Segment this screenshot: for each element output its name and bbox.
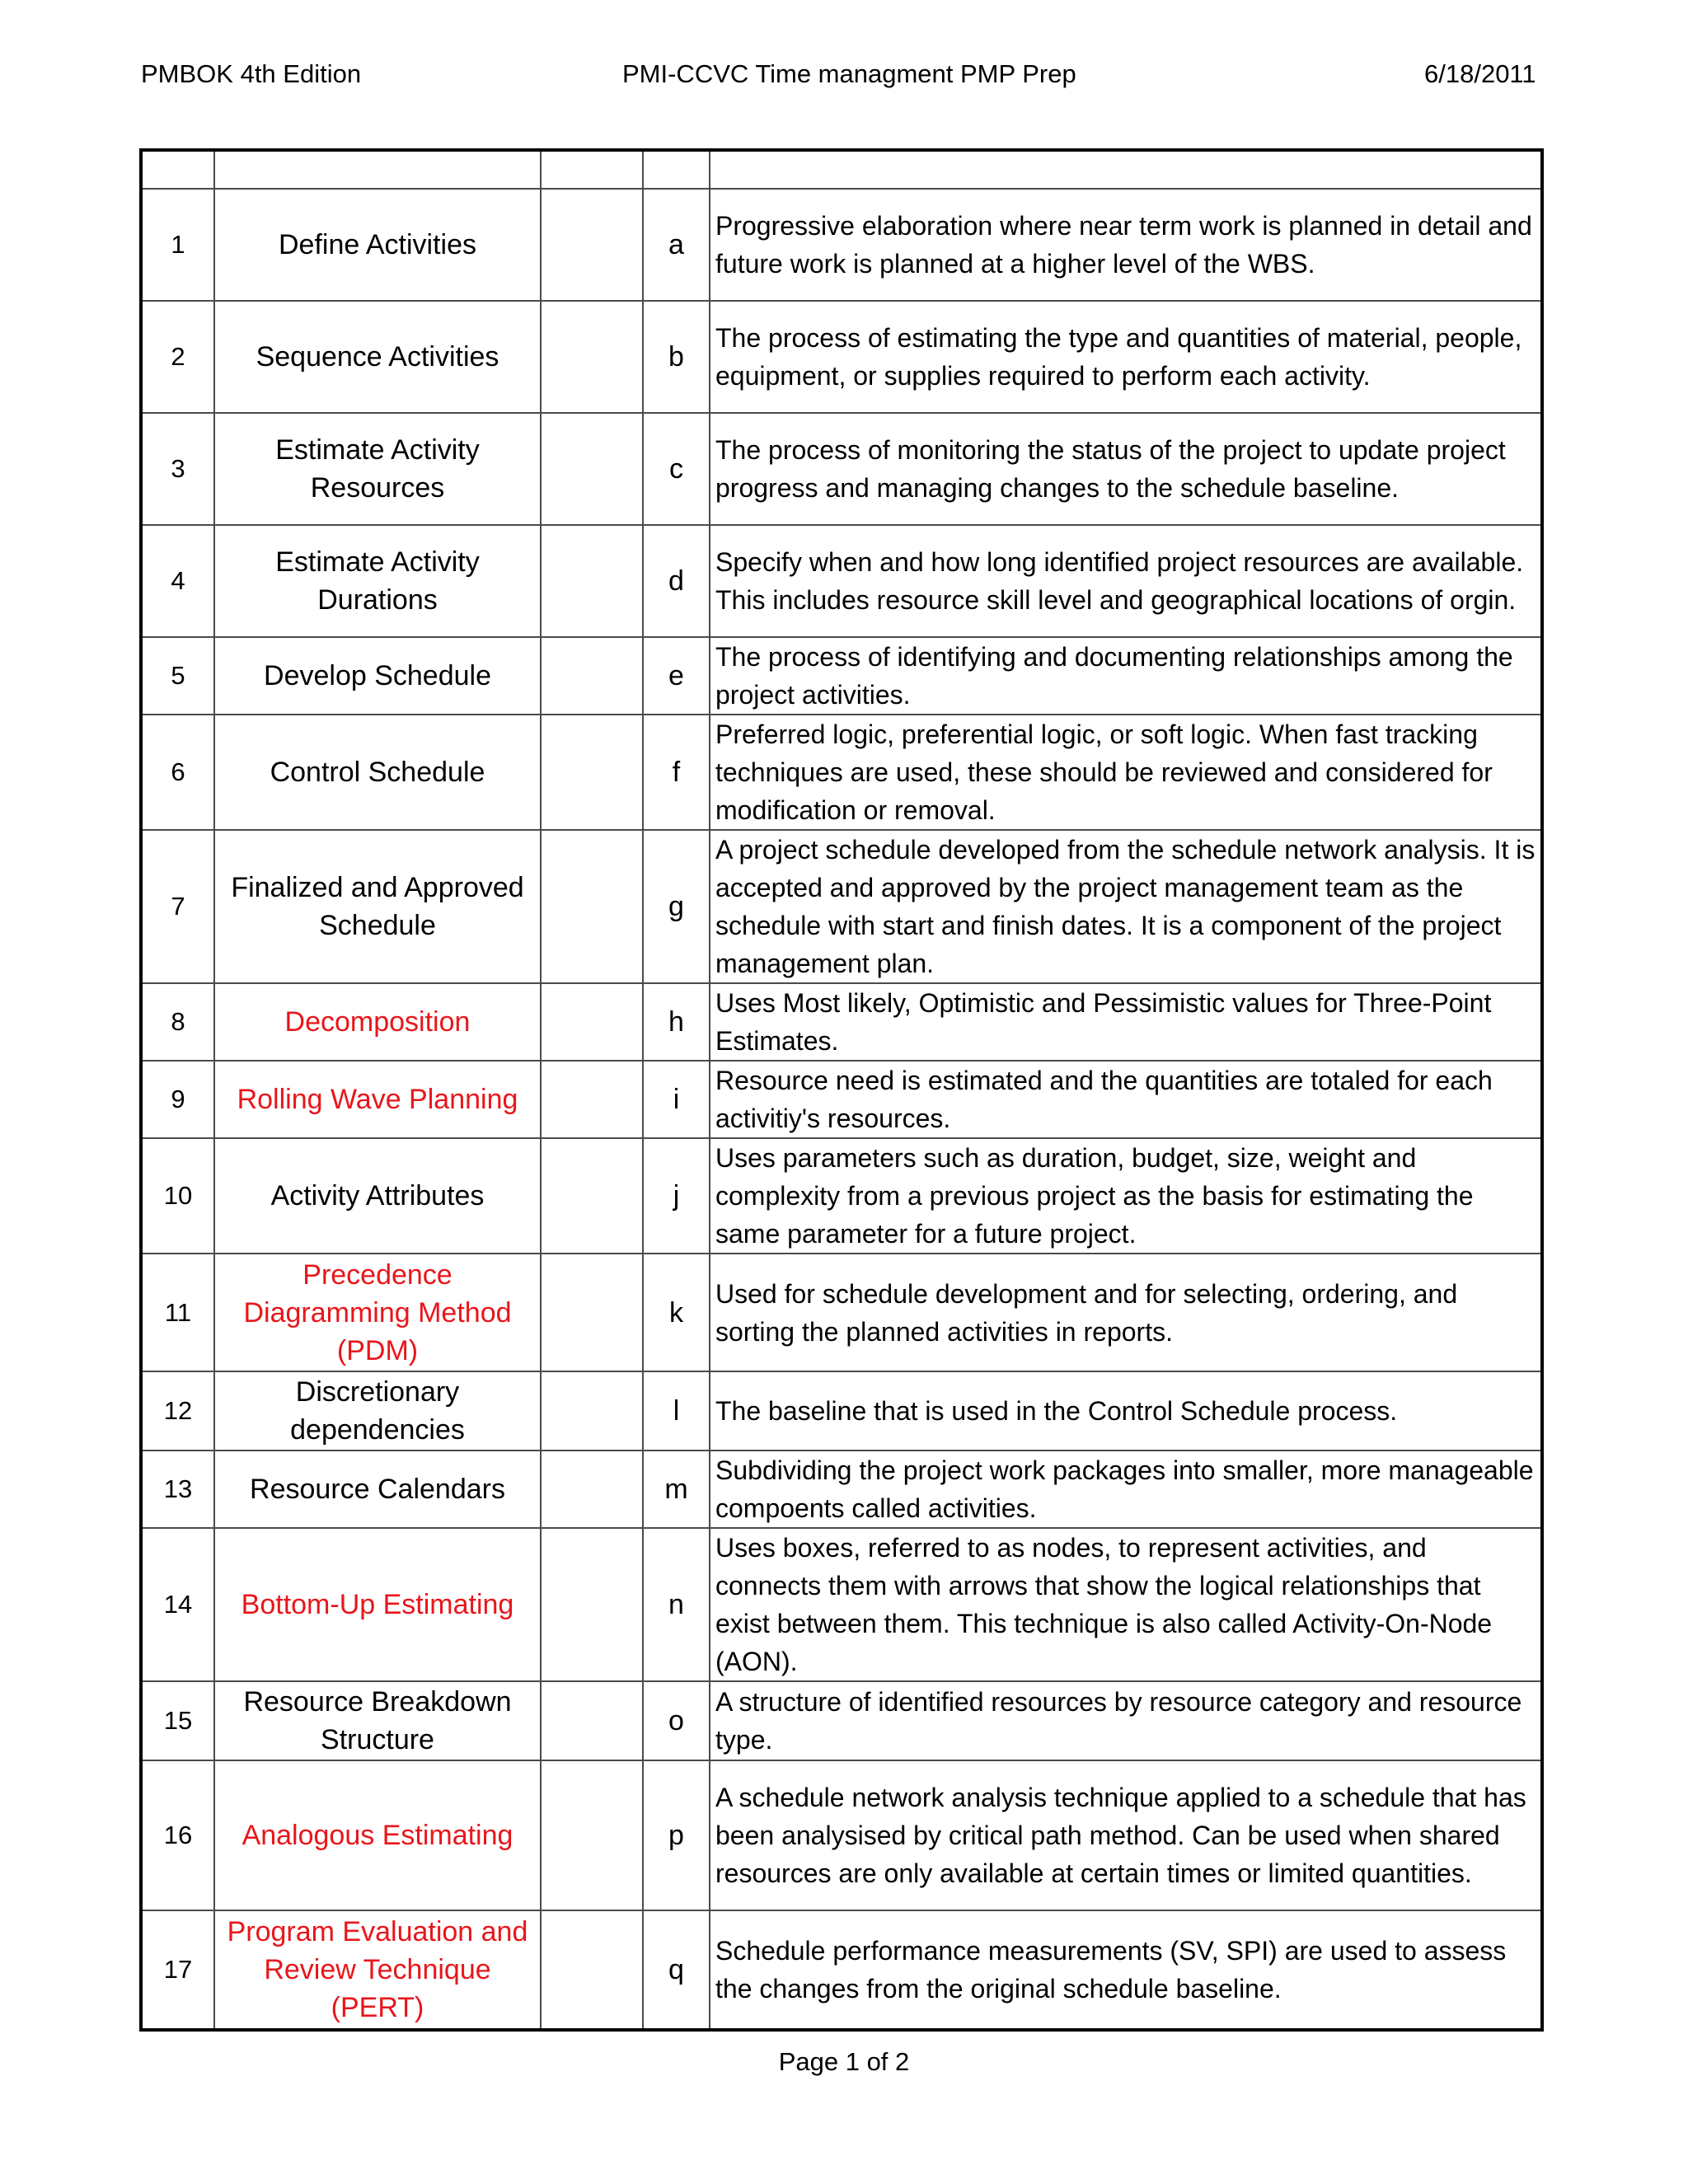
term-cell: Define Activities: [214, 189, 541, 301]
table-row: [143, 715, 1540, 830]
term-cell-highlighted: Decomposition: [214, 983, 541, 1061]
row-number: 8: [143, 983, 214, 1061]
term-cell-highlighted: Program Evaluation and Review Technique (PERT): [214, 1910, 541, 2028]
definition-cell: Specify when and how long identified project resources are available. This includes resource skill level and geographical locations of orgin.: [710, 525, 1540, 637]
table-row: [143, 637, 1540, 715]
definition-letter: h: [643, 983, 710, 1061]
header-cell: [214, 152, 541, 189]
page-header: [0, 59, 1688, 101]
answer-blank[interactable]: [541, 525, 643, 637]
header-cell: [643, 152, 710, 189]
term-cell: Estimate Activity Resources: [214, 413, 541, 525]
table-row: [143, 1528, 1540, 1681]
answer-blank[interactable]: [541, 1371, 643, 1451]
row-number: 7: [143, 830, 214, 983]
answer-blank[interactable]: [541, 1061, 643, 1138]
row-number: 1: [143, 189, 214, 301]
definition-letter: n: [643, 1528, 710, 1681]
row-number: 17: [143, 1910, 214, 2028]
row-number: 2: [143, 301, 214, 413]
term-cell-highlighted: Analogous Estimating: [214, 1760, 541, 1910]
answer-blank[interactable]: [541, 1681, 643, 1760]
table-row: [143, 1760, 1540, 1910]
definition-letter: p: [643, 1760, 710, 1910]
answer-blank[interactable]: [541, 1910, 643, 2028]
row-number: 16: [143, 1760, 214, 1910]
header-left: PMBOK 4th Edition: [141, 59, 362, 88]
table-row: [143, 189, 1540, 301]
row-number: 3: [143, 413, 214, 525]
definition-letter: k: [643, 1254, 710, 1371]
table-header-row: [143, 152, 1540, 189]
answer-blank[interactable]: [541, 1760, 643, 1910]
definition-letter: q: [643, 1910, 710, 2028]
table-row: [143, 830, 1540, 983]
header-cell: [541, 152, 643, 189]
term-cell-highlighted: Precedence Diagramming Method (PDM): [214, 1254, 541, 1371]
header-center: PMI-CCVC Time managment PMP Prep: [622, 59, 1076, 88]
definition-cell: Resource need is estimated and the quantities are totaled for each activitiy's resources.: [710, 1061, 1540, 1138]
definition-letter: e: [643, 637, 710, 715]
definition-cell: A project schedule developed from the schedule network analysis. It is accepted and approved by the project management team as the schedule with start and finish dates. It is a component of the project management plan.: [710, 830, 1540, 983]
answer-blank[interactable]: [541, 1254, 643, 1371]
definition-cell: Uses parameters such as duration, budget, size, weight and complexity from a previous project as the basis for estimating the same parameter for a future project.: [710, 1138, 1540, 1254]
definition-letter: g: [643, 830, 710, 983]
answer-blank[interactable]: [541, 1528, 643, 1681]
term-cell: Control Schedule: [214, 715, 541, 830]
table-row: [143, 1138, 1540, 1254]
table-row: [143, 525, 1540, 637]
table-row: [143, 1371, 1540, 1451]
header-cell: [143, 152, 214, 189]
definition-letter: f: [643, 715, 710, 830]
definition-cell: The process of estimating the type and quantities of material, people, equipment, or supplies required to perform each activity.: [710, 301, 1540, 413]
table-row: [143, 983, 1540, 1061]
table-row: [143, 301, 1540, 413]
definition-letter: a: [643, 189, 710, 301]
answer-blank[interactable]: [541, 983, 643, 1061]
definition-letter: i: [643, 1061, 710, 1138]
definition-letter: l: [643, 1371, 710, 1451]
term-cell-highlighted: Bottom-Up Estimating: [214, 1528, 541, 1681]
table-row: [143, 1061, 1540, 1138]
row-number: 6: [143, 715, 214, 830]
definition-cell: Preferred logic, preferential logic, or soft logic. When fast tracking techniques are used, these should be reviewed and considered for modification or removal.: [710, 715, 1540, 830]
answer-blank[interactable]: [541, 301, 643, 413]
row-number: 9: [143, 1061, 214, 1138]
answer-blank[interactable]: [541, 413, 643, 525]
answer-blank[interactable]: [541, 1138, 643, 1254]
definition-letter: o: [643, 1681, 710, 1760]
row-number: 12: [143, 1371, 214, 1451]
definition-cell: Uses Most likely, Optimistic and Pessimistic values for Three-Point Estimates.: [710, 983, 1540, 1061]
term-cell-highlighted: Rolling Wave Planning: [214, 1061, 541, 1138]
table-row: [143, 413, 1540, 525]
row-number: 14: [143, 1528, 214, 1681]
row-number: 10: [143, 1138, 214, 1254]
definition-cell: Uses boxes, referred to as nodes, to represent activities, and connects them with arrows that show the logical relationships that exist between them. This technique is also called Activity-On-Node (AON).: [710, 1528, 1540, 1681]
table-row: [143, 1910, 1540, 2028]
definition-letter: c: [643, 413, 710, 525]
matching-table: [139, 148, 1544, 2032]
row-number: 15: [143, 1681, 214, 1760]
definition-cell: Used for schedule development and for selecting, ordering, and sorting the planned activities in reports.: [710, 1254, 1540, 1371]
term-cell: Resource Breakdown Structure: [214, 1681, 541, 1760]
row-number: 11: [143, 1254, 214, 1371]
definition-cell: Subdividing the project work packages into smaller, more manageable compoents called activities.: [710, 1451, 1540, 1528]
term-cell: Resource Calendars: [214, 1451, 541, 1528]
answer-blank[interactable]: [541, 637, 643, 715]
row-number: 4: [143, 525, 214, 637]
term-cell: Discretionary dependencies: [214, 1371, 541, 1451]
header-date: 6/18/2011: [1424, 59, 1536, 88]
answer-blank[interactable]: [541, 189, 643, 301]
definition-letter: m: [643, 1451, 710, 1528]
definition-cell: The process of identifying and documenting relationships among the project activities.: [710, 637, 1540, 715]
definition-cell: A schedule network analysis technique applied to a schedule that has been analysised by critical path method. Can be used when shared resources are only available at certain times or limited quantities.: [710, 1760, 1540, 1910]
table-row: [143, 1254, 1540, 1371]
definition-letter: d: [643, 525, 710, 637]
header-cell: [710, 152, 1540, 189]
definition-letter: j: [643, 1138, 710, 1254]
definition-cell: The process of monitoring the status of the project to update project progress and managing changes to the schedule baseline.: [710, 413, 1540, 525]
answer-blank[interactable]: [541, 830, 643, 983]
definition-cell: Progressive elaboration where near term work is planned in detail and future work is planned at a higher level of the WBS.: [710, 189, 1540, 301]
term-cell: Finalized and Approved Schedule: [214, 830, 541, 983]
page-footer: Page 1 of 2: [778, 2047, 910, 2076]
row-number: 13: [143, 1451, 214, 1528]
definition-cell: The baseline that is used in the Control Schedule process.: [710, 1371, 1540, 1451]
definition-cell: Schedule performance measurements (SV, SPI) are used to assess the changes from the original schedule baseline.: [710, 1910, 1540, 2028]
term-cell: Activity Attributes: [214, 1138, 541, 1254]
definition-cell: A structure of identified resources by resource category and resource type.: [710, 1681, 1540, 1760]
definition-letter: b: [643, 301, 710, 413]
term-cell: Estimate Activity Durations: [214, 525, 541, 637]
row-number: 5: [143, 637, 214, 715]
table-row: [143, 1451, 1540, 1528]
answer-blank[interactable]: [541, 1451, 643, 1528]
answer-blank[interactable]: [541, 715, 643, 830]
term-cell: Sequence Activities: [214, 301, 541, 413]
term-cell: Develop Schedule: [214, 637, 541, 715]
table-row: [143, 1681, 1540, 1760]
